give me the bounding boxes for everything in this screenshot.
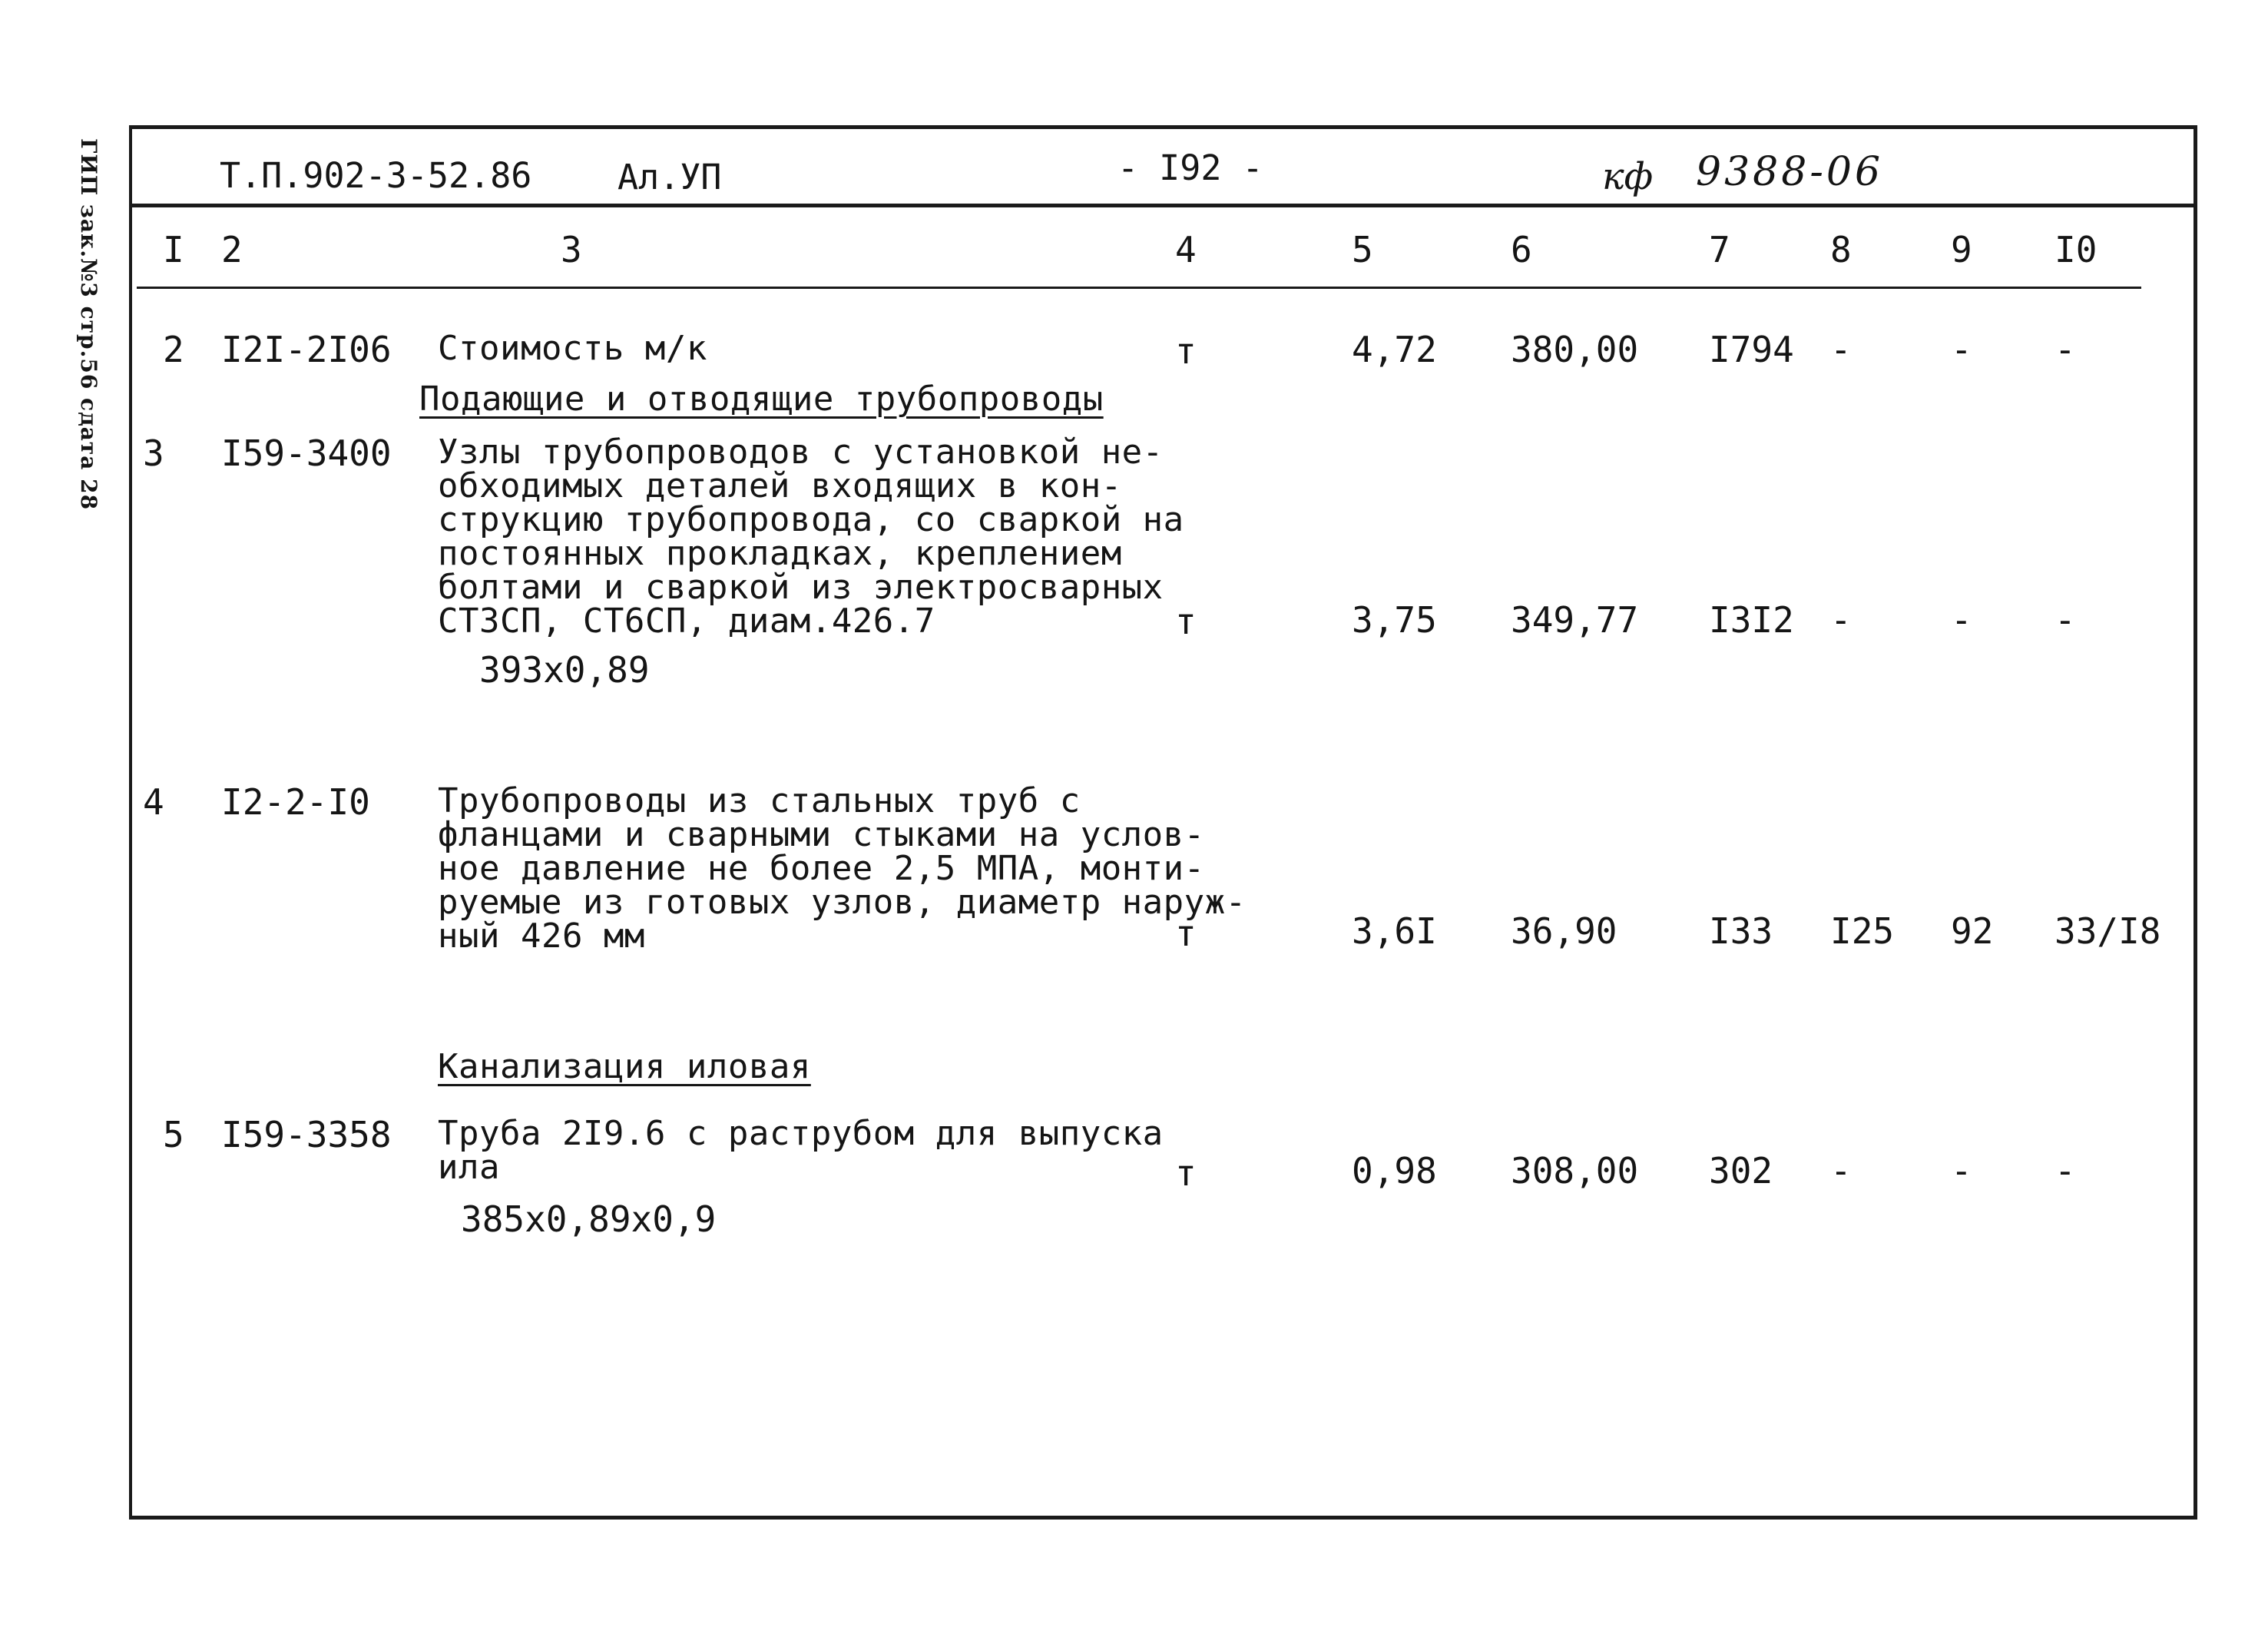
row-code: I2I-2I06 — [221, 329, 392, 370]
row-col-9: - — [1951, 599, 1972, 641]
col-header-3: 3 — [561, 229, 582, 270]
row-col-9: 92 — [1951, 910, 1994, 952]
header-divider — [131, 204, 2197, 207]
row-col-8: - — [1830, 599, 1852, 641]
section-heading: Канализация иловая — [438, 1047, 811, 1086]
row-quantity: 3,75 — [1352, 599, 1437, 641]
row-description: Узлы трубопроводов с установкой не- обходимых деталей входящих в кон- струкцию трубопровода, со сваркой на постоянных прокладках, креплением болтами и сваркой из электросварных СТ3СП, СТ6СП, диам.426.7 — [438, 433, 1184, 641]
row-col-9: - — [1951, 1150, 1972, 1192]
row-quantity: 4,72 — [1352, 329, 1437, 370]
row-number: 5 — [163, 1114, 184, 1155]
column-header-divider — [137, 287, 2141, 289]
row-col-10: - — [2054, 1150, 2076, 1192]
row-total: I3I2 — [1709, 599, 1794, 641]
row-code: I59-3400 — [221, 433, 392, 474]
row-description: Трубопроводы из стальных труб с фланцами и сварными стыками на услов- ное давление не более 2,5 МПА, монти- руемые из готовых узлов, диаметр наруж- ный 426 мм — [438, 781, 1247, 956]
col-header-2: 2 — [221, 229, 243, 270]
row-number: 4 — [143, 781, 164, 823]
row-note: 393х0,89 — [479, 649, 650, 691]
row-price: 36,90 — [1511, 910, 1617, 952]
row-col-10: 33/I8 — [2054, 910, 2161, 952]
row-price: 380,00 — [1511, 329, 1639, 370]
row-col-10: - — [2054, 329, 2076, 370]
margin-note-text: ГИП зак.№3 стр.56 сдата 28 — [76, 138, 101, 511]
margin-note — [63, 138, 109, 538]
section-heading: Подающие и отводящие трубопроводы — [419, 379, 1104, 419]
row-col-10: - — [2054, 599, 2076, 641]
row-unit: т — [1175, 601, 1197, 642]
row-quantity: 3,6I — [1352, 910, 1437, 952]
album-label: Ал.УП — [617, 157, 722, 197]
row-code: I2-2-I0 — [221, 781, 370, 823]
row-total: 302 — [1709, 1150, 1773, 1192]
col-header-10: I0 — [2054, 229, 2097, 270]
row-col-8: - — [1830, 1150, 1852, 1192]
row-number: 2 — [163, 329, 184, 370]
col-header-4: 4 — [1175, 229, 1197, 270]
row-col-8: - — [1830, 329, 1852, 370]
row-price: 308,00 — [1511, 1150, 1639, 1192]
col-header-5: 5 — [1352, 229, 1373, 270]
col-header-1: I — [163, 229, 184, 270]
row-col-9: - — [1951, 329, 1972, 370]
row-code: I59-3358 — [221, 1114, 392, 1155]
col-header-7: 7 — [1709, 229, 1730, 270]
kf-label: кф — [1602, 155, 1654, 198]
row-price: 349,77 — [1511, 599, 1639, 641]
row-description: Труба 2I9.6 с раструбом для выпуска ила — [438, 1114, 1164, 1187]
kf-number: 9388-06 — [1696, 149, 1884, 195]
col-header-6: 6 — [1511, 229, 1532, 270]
row-unit: т — [1175, 1152, 1197, 1194]
col-header-8: 8 — [1830, 229, 1852, 270]
row-total: I33 — [1709, 910, 1773, 952]
row-description: Стоимость м/к — [438, 329, 707, 368]
page-number: - I92 - — [1117, 147, 1263, 188]
row-total: I794 — [1709, 329, 1794, 370]
row-unit: т — [1175, 913, 1197, 954]
row-unit: т — [1175, 330, 1197, 372]
col-header-9: 9 — [1951, 229, 1972, 270]
row-quantity: 0,98 — [1352, 1150, 1437, 1192]
row-col-8: I25 — [1830, 910, 1895, 952]
row-number: 3 — [143, 433, 164, 474]
doc-code: Т.П.902-3-52.86 — [220, 155, 532, 196]
row-note: 385х0,89х0,9 — [461, 1198, 717, 1240]
